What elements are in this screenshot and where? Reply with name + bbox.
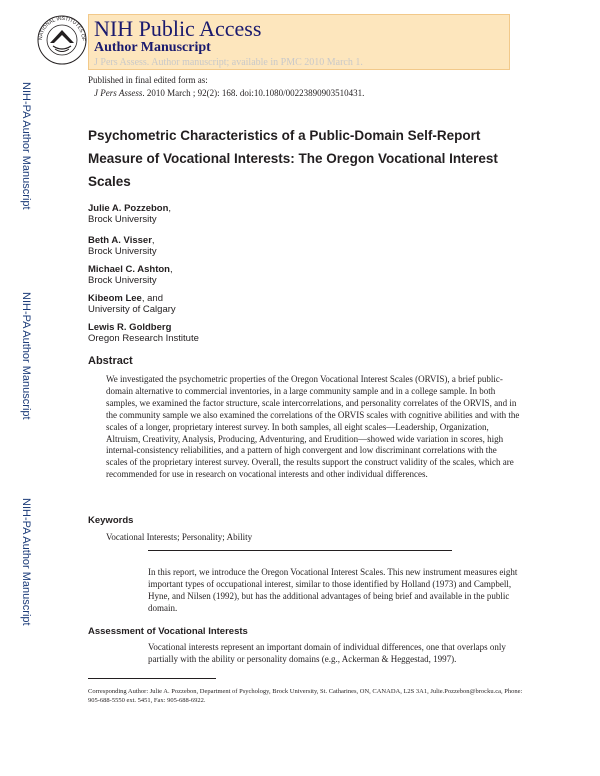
corresponding-author-footnote: Corresponding Author: Julie A. Pozzebon, Department of Psychology, Brock University, St. Catharines, ON, CANADA, L2S 3A1, Julie.Pozzebon@brocku.ca, Phone: 905-688-5550 ext. 5451, Fax: 905-688-6922. [88,688,523,704]
sidebar-label-1: NIH-PA Author Manuscript [20,82,32,210]
abstract-text: We investigated the psychometric properties of the Oregon Vocational Interest Scales (ORVIS), a brief public-domain alternative to commercial inventories, in a large community sample and in a college sample. In both samples, we examined the factor structure, scale intercorrelations, and personality correlates of the ORVIS, and in the community sample we also examined the correlations of the ORVIS scales with cognitive abilities and with the scales of a longer, proprietary interest survey. In both samples, all eight scales—Leadership, Organization, Altruism, Creativity, Analysis, Producing, Adventuring, and Erudition—showed wide variation in scores, high internal-consistency reliabilities, and a pattern of high convergent and low discriminant correlations with the scales of the proprietary interest survey. Overall, the results support the construct validity of the scales, which are recommended for use in research on vocational interests and other individual differences. [106,374,520,480]
author-block [88,235,157,257]
journal-citation [94,87,364,99]
header-banner [88,14,510,70]
availability-citation: J Pers Assess. Author manuscript; available in PMC 2010 March 1. [94,57,363,68]
author-suffix: , and [141,293,163,304]
section-paragraph: Vocational interests represent an important domain of individual differences, one that overlaps only partially with the ability or personality domains (e.g., Ackerman & Heggestad, 1997). [148,642,506,664]
author-block [88,264,173,286]
journal-name: J Pers Assess [94,88,143,98]
sidebar-label-2: NIH-PA Author Manuscript [20,292,32,420]
author-name: Beth A. Visser [88,235,152,246]
author-name: Michael C. Ashton [88,264,170,275]
keywords-heading: Keywords [88,515,134,526]
author-block [88,203,171,225]
author-suffix: , [170,264,173,275]
section-divider [148,550,452,551]
author-name: Julie A. Pozzebon [88,203,169,214]
author-block [88,322,199,344]
author-affiliation: Brock University [88,275,157,286]
author-suffix: , [151,235,155,246]
author-affiliation: University of Calgary [88,304,176,315]
author-suffix: , [168,203,172,214]
abstract-heading: Abstract [88,355,133,367]
author-manuscript-label: Author Manuscript [94,40,211,55]
nih-public-access-title: NIH Public Access [94,16,262,41]
paper-title: Psychometric Characteristics of a Public-Domain Self-Report Measure of Vocational Interests: The Oregon Vocational Interest Scales [88,128,498,189]
svg-text:NATIONAL INSTITUTES OF HEALTH: NATIONAL INSTITUTES OF [37,15,87,42]
author-name: Lewis R. Goldberg [88,322,172,333]
footnote-divider [88,678,216,679]
section-heading: Assessment of Vocational Interests [88,626,248,637]
author-affiliation: Brock University [88,214,157,225]
nih-seal-logo [36,14,88,66]
sidebar-label-3: NIH-PA Author Manuscript [20,498,32,626]
keywords-list: Vocational Interests; Personality; Ability [106,532,253,542]
author-name: Kibeom Lee [88,293,142,304]
author-affiliation: Oregon Research Institute [88,333,199,344]
published-in-label: Published in final edited form as: [88,75,208,85]
intro-paragraph: In this report, we introduce the Oregon Vocational Interest Scales. This new instrument measures eight important types of occupational interest, similar to those identified by Holland (1973) and Campbell, Hyne, and Nilsen (1992), but has the additional advantages of being brief and available in the public domain. [148,567,518,613]
author-block [88,293,176,315]
citation-details: . 2010 March ; 92(2): 168. doi:10.1080/00223890903510431. [142,88,365,98]
author-affiliation: Brock University [88,246,157,257]
